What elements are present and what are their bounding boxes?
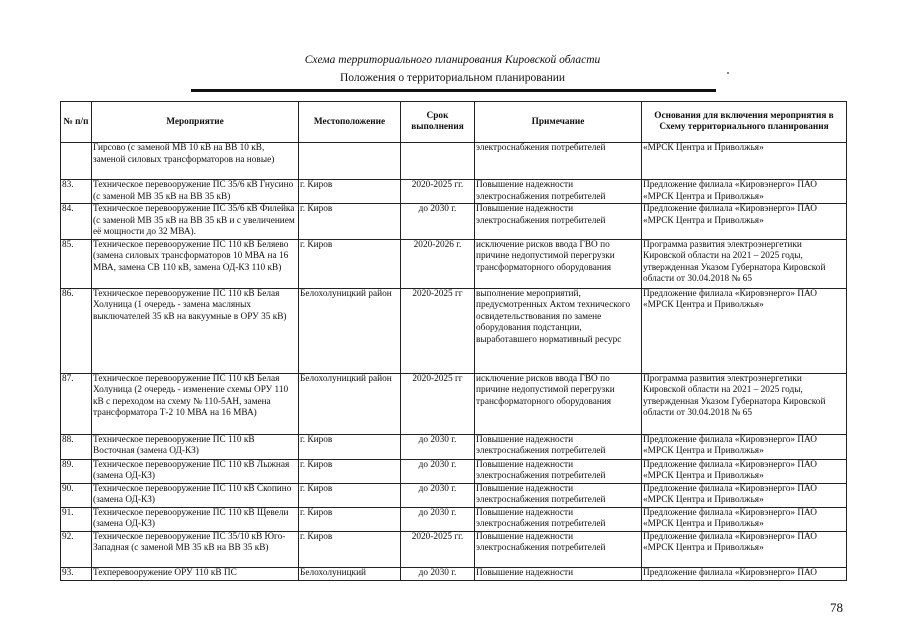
row-note: электроснабжения потребителей [475, 143, 642, 180]
table-row [61, 373, 847, 434]
row-event: Техническое перевооружение ПС 35/10 кВ Юго-Западная (с заменой МВ 35 кВ на ВВ 35 кВ) [92, 531, 299, 567]
row-basis: Предложение филиала «Кировэнерго» ПАО «МРСК Центра и Приволжья» [642, 180, 847, 204]
row-term: 2020-2025 гг. [401, 531, 475, 567]
row-location: г. Киров [299, 204, 401, 240]
row-basis: Предложение филиала «Кировэнерго» ПАО «МРСК Центра и Приволжья» [642, 483, 847, 507]
row-event: Техперевооружение ОРУ 110 кВ ПС [92, 567, 299, 580]
row-note: Повышение надежности электроснабжения потребителей [475, 483, 642, 507]
page-number: 78 [830, 600, 843, 615]
row-term: до 2030 г. [401, 204, 475, 240]
row-number [61, 143, 92, 180]
table-row [61, 143, 847, 180]
row-basis: Программа развития электроэнергетики Кировской области на 2021 – 2025 годы, утвержденная Указом Губернатора Кировской области от 30.04.2018 № 65 [642, 373, 847, 434]
table-row [61, 239, 847, 288]
row-note: Повышение надежности [475, 567, 642, 580]
row-term: до 2030 г. [401, 459, 475, 483]
row-event: Техническое перевооружение ПС 35/6 кВ Гнусино (с заменой МВ 35 кВ на ВВ 35 кВ) [92, 180, 299, 204]
col-header-location: Местоположение [299, 102, 401, 143]
row-basis: «МРСК Центра и Приволжья» [642, 143, 847, 180]
row-location: г. Киров [299, 180, 401, 204]
row-location: г. Киров [299, 531, 401, 567]
row-event: Техническое перевооружение ПС 110 кВ Скопино (замена ОД-КЗ) [92, 483, 299, 507]
row-number: 91. [61, 507, 92, 531]
row-location: г. Киров [299, 483, 401, 507]
row-term: до 2030 г. [401, 567, 475, 580]
row-number: 84. [61, 204, 92, 240]
row-number: 83. [61, 180, 92, 204]
row-event: Техническое перевооружение ПС 110 кВ Белая Холуница (2 очередь - изменение схемы ОРУ 110 кВ с переходом на схему № 110-5АН, замена трансформатора Т-2 10 МВА на 16 МВА) [92, 373, 299, 434]
document-header [0, 52, 905, 86]
row-number: 87. [61, 373, 92, 434]
row-note: Повышение надежности электроснабжения потребителей [475, 204, 642, 240]
row-location: г. Киров [299, 507, 401, 531]
row-note: выполнение мероприятий, предусмотренных Актом технического освидетельствования по замене оборудования подстанции, выработавшего нормативный ресурс [475, 288, 642, 373]
table-row [61, 507, 847, 531]
row-note: Повышение надежности электроснабжения потребителей [475, 180, 642, 204]
row-event: Техническое перевооружение ПС 110 кВ Лыжная (замена ОД-КЗ) [92, 459, 299, 483]
row-term: до 2030 г. [401, 434, 475, 459]
row-location: г. Киров [299, 239, 401, 288]
row-number: 86. [61, 288, 92, 373]
row-event: Техническое перевооружение ПС 110 кВ Восточная (замена ОД-КЗ) [92, 434, 299, 459]
table-row [61, 531, 847, 567]
row-term: 2020-2026 г. [401, 239, 475, 288]
table-row [61, 434, 847, 459]
row-term: 2020-2025 гг [401, 373, 475, 434]
row-term: до 2030 г. [401, 483, 475, 507]
col-header-term: Срок выполнения [401, 102, 475, 143]
row-note: исключение рисков ввода ГВО по причине недопустимой перегрузки трансформаторного оборудования [475, 373, 642, 434]
document-title: Схема территориального планирования Кировской области [304, 54, 601, 66]
col-header-number: № п/п [61, 102, 92, 143]
row-basis: Программа развития электроэнергетики Кировской области на 2021 – 2025 годы, утвержденная Указом Губернатора Кировской области от 30.04.2018 № 65 [642, 239, 847, 288]
scan-speck [727, 72, 729, 74]
row-term: до 2030 г. [401, 507, 475, 531]
row-basis: Предложение филиала «Кировэнерго» ПАО «МРСК Центра и Приволжья» [642, 531, 847, 567]
row-note: Повышение надежности электроснабжения потребителей [475, 459, 642, 483]
table-row [61, 459, 847, 483]
table-row [61, 180, 847, 204]
row-term: 2020-2025 гг. [401, 180, 475, 204]
row-location: Белохолуницкий район [299, 373, 401, 434]
document-subtitle: Положения о территориальном планировании [339, 72, 566, 84]
row-location [299, 143, 401, 180]
table-row [61, 204, 847, 240]
row-event: Гирсово (с заменой МВ 10 кВ на ВВ 10 кВ, заменой силовых трансформаторов на новые) [92, 143, 299, 180]
row-basis: Предложение филиала «Кировэнерго» ПАО «МРСК Центра и Приволжья» [642, 507, 847, 531]
row-location: Белохолуницкий [299, 567, 401, 580]
measures-table [60, 101, 847, 581]
table-row [61, 567, 847, 580]
row-note: Повышение надежности электроснабжения потребителей [475, 434, 642, 459]
row-basis: Предложение филиала «Кировэнерго» ПАО «МРСК Центра и Приволжья» [642, 459, 847, 483]
row-number: 92. [61, 531, 92, 567]
row-basis: Предложение филиала «Кировэнерго» ПАО «МРСК Центра и Приволжья» [642, 288, 847, 373]
row-location: г. Киров [299, 459, 401, 483]
table-row [61, 483, 847, 507]
row-location: Белохолуницкий район [299, 288, 401, 373]
row-note: Повышение надежности электроснабжения потребителей [475, 531, 642, 567]
row-number: 89. [61, 459, 92, 483]
col-header-note: Примечание [475, 102, 642, 143]
row-note: исключение рисков ввода ГВО по причине недопустимой перегрузки трансформаторного оборудования [475, 239, 642, 288]
row-note: Повышение надежности электроснабжения потребителей [475, 507, 642, 531]
row-term [401, 143, 475, 180]
col-header-basis: Основания для включения мероприятия в Схему территориального планирования [642, 102, 847, 143]
row-number: 88. [61, 434, 92, 459]
row-number: 93. [61, 567, 92, 580]
row-term: 2020-2025 гг [401, 288, 475, 373]
col-header-event: Мероприятие [92, 102, 299, 143]
row-event: Техническое перевооружение ПС 110 кВ Щевели (замена ОД-КЗ) [92, 507, 299, 531]
row-location: г. Киров [299, 434, 401, 459]
header-rule [191, 89, 716, 92]
row-basis: Предложение филиала «Кировэнерго» ПАО «МРСК Центра и Приволжья» [642, 204, 847, 240]
table-row [61, 288, 847, 373]
row-number: 90. [61, 483, 92, 507]
row-basis: Предложение филиала «Кировэнерго» ПАО [642, 567, 847, 580]
row-number: 85. [61, 239, 92, 288]
row-event: Техническое перевооружение ПС 35/6 кВ Филейка (с заменой МВ 35 кВ на ВВ 35 кВ и с увеличением её мощности до 32 МВА). [92, 204, 299, 240]
row-event: Техническое перевооружение ПС 110 кВ Белая Холуница (1 очередь - замена масляных выключателей 35 кВ на вакуумные в ОРУ 35 кВ) [92, 288, 299, 373]
table-header-row [61, 102, 847, 143]
row-event: Техническое перевооружение ПС 110 кВ Беляево (замена силовых трансформаторов 10 МВА на 16 МВА, замена СВ 110 кВ, замена ОД-КЗ 110 кВ) [92, 239, 299, 288]
row-basis: Предложение филиала «Кировэнерго» ПАО «МРСК Центра и Приволжья» [642, 434, 847, 459]
